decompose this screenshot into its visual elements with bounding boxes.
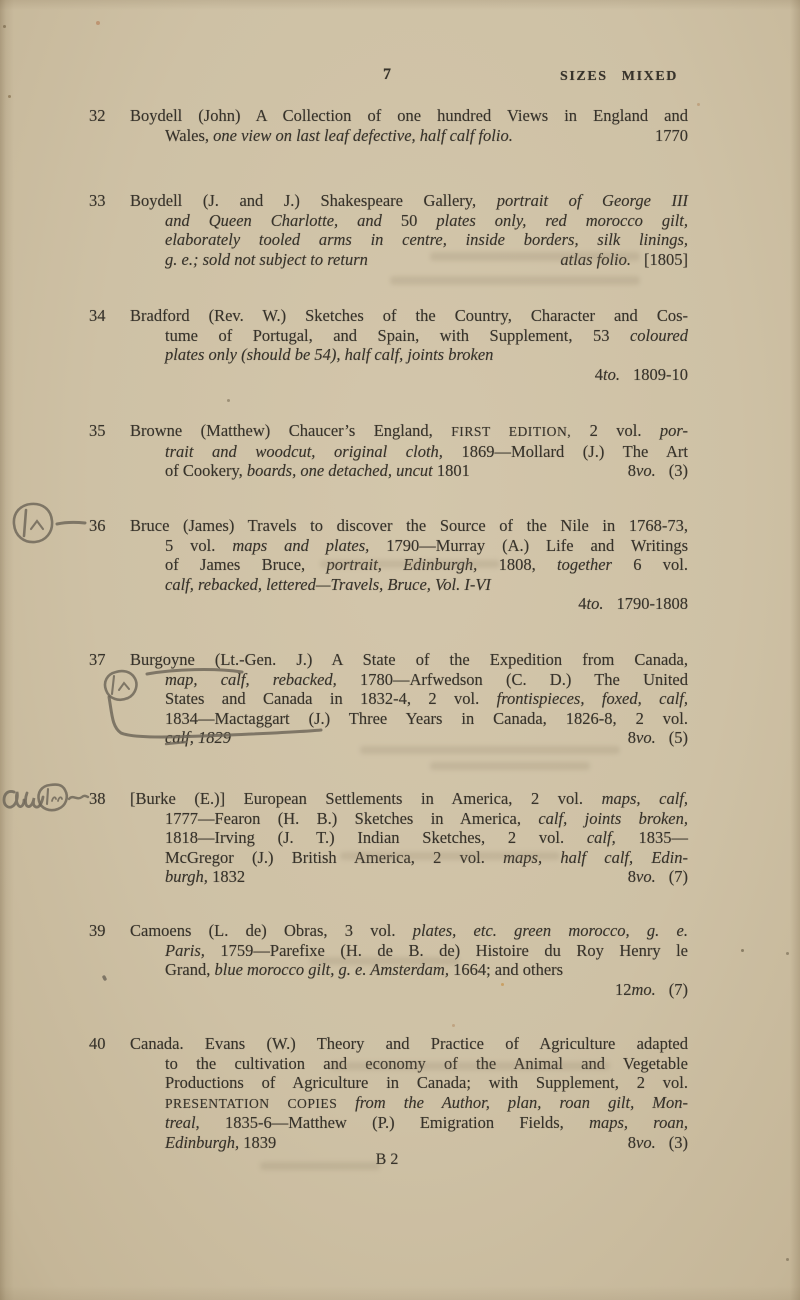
entry-line (130, 594, 688, 614)
text-segment: Bruce (James) Travels to discover the Source of the Nile in 1768-73, (130, 516, 688, 535)
paper-speck (697, 103, 700, 106)
entry-line (130, 345, 688, 365)
paper-speck (3, 25, 6, 28)
signature-mark: B 2 (375, 1151, 399, 1168)
text-segment: 1809-10 (633, 364, 688, 384)
text-segment: from the Author, plan, roan gilt, Mon- (355, 1092, 689, 1112)
text-segment: 1759—Parefixe (H. de B. de) Histoire du Roy Henry le (220, 940, 688, 960)
line-left-part (165, 461, 470, 481)
show-through-smudge (340, 852, 560, 860)
text-segment: atlas folio. (560, 249, 631, 269)
text-segment: Paris, (165, 940, 221, 960)
text-segment: calf, (586, 828, 639, 847)
text-segment: 1664; and others (453, 960, 564, 979)
text-segment: to. (586, 594, 604, 613)
entry-line (130, 1113, 688, 1133)
entry-line (130, 728, 688, 748)
text-segment: portrait, Edinburgh, (326, 555, 499, 574)
text-segment: vo. (636, 1132, 656, 1152)
lot-36-pencil-mark (14, 504, 85, 542)
text-segment: 2 vol. (571, 421, 660, 440)
entry-line (130, 191, 688, 211)
text-segment: Productions of Agriculture in Canada; with Supplement, 2 vol. (165, 1073, 688, 1092)
text-segment: to. (603, 364, 620, 384)
line-right-part (628, 1133, 688, 1153)
text-segment: map, calf, rebacked, (165, 669, 360, 689)
show-through-smudge (260, 1162, 380, 1170)
lot-number: 37 (89, 650, 106, 669)
text-segment: Boydell (John) A Collection of one hundred Views in England and (130, 106, 688, 125)
paper-speck (741, 949, 744, 952)
text-segment: por- (659, 421, 688, 440)
text-segment: 8 (627, 867, 637, 886)
text-segment: trait and woodcut, original cloth, (165, 441, 462, 461)
text-segment: plates only (should be 54), half calf, joints broken (165, 345, 494, 364)
text-segment: maps and plates, (232, 535, 387, 555)
entry-line (130, 326, 688, 346)
text-segment: Edinburgh, (165, 1132, 244, 1152)
entry-text (130, 650, 688, 748)
entry-line (130, 536, 688, 556)
line-right-part (655, 126, 688, 146)
entry-line (130, 230, 688, 250)
lot-number: 38 (89, 789, 106, 808)
entry-line (130, 421, 688, 442)
entry-text (130, 1034, 688, 1152)
page-number: 7 (383, 66, 391, 83)
text-segment: Grand, (165, 960, 215, 979)
text-segment: (5) (668, 728, 688, 747)
text-segment: 1832 (212, 867, 246, 886)
text-segment: coloured (629, 325, 688, 345)
text-segment: 1777—Fearon (H. B.) Sketches in America, (165, 808, 539, 828)
lot-number: 40 (89, 1034, 106, 1053)
show-through-smudge (330, 1062, 610, 1070)
entry-line (130, 689, 688, 709)
text-segment: frontispieces, foxed, calf, (496, 689, 688, 708)
text-segment: 5 vol. (165, 535, 233, 555)
text-segment: 1780—Arfwedson (C. D.) The United (359, 669, 688, 689)
text-segment: elaborately tooled arms in centre, inside borders, silk linings, (165, 230, 688, 249)
line-right-part (628, 461, 688, 481)
entry-line (130, 809, 688, 829)
entry-line (130, 1093, 688, 1114)
text-segment: 8 (627, 1132, 637, 1152)
text-segment: 12 (614, 979, 632, 999)
paper-speck (786, 1258, 789, 1261)
paper-speck (8, 95, 11, 98)
text-segment: 4 (594, 364, 604, 384)
text-segment: vo. (636, 461, 656, 480)
text-segment: (7) (668, 979, 688, 999)
text-segment: (3) (668, 461, 688, 480)
text-segment: together (556, 555, 634, 574)
text-segment: mo. (631, 979, 656, 999)
show-through-smudge (310, 957, 460, 965)
text-segment: blue morocco gilt, g. e. Amsterdam, (214, 960, 454, 979)
text-segment: g. e.; sold not subject to return (165, 249, 368, 269)
entry-line (130, 1133, 688, 1153)
catalog-entry-37 (89, 650, 688, 748)
text-segment: 4 (578, 594, 587, 613)
text-segment: 6 vol. (633, 555, 689, 574)
entry-line (130, 461, 688, 481)
line-right-part (628, 867, 688, 887)
text-segment: plates, etc. green morocco, g. e. (412, 921, 688, 940)
line-left-part (165, 1133, 276, 1153)
text-segment: 1801 (436, 461, 470, 480)
lot-number: 33 (89, 191, 106, 210)
text-segment: 1808, (498, 555, 557, 574)
text-segment: boards, one detached, uncut (246, 461, 437, 480)
entry-text (130, 106, 688, 145)
text-segment: treal, (165, 1113, 225, 1132)
entry-line (130, 442, 688, 462)
text-segment: 1790—Murray (A.) Life and Writings (386, 535, 688, 555)
text-segment: tume of Portugal, and Spain, with Supplement, 53 (165, 325, 630, 345)
entry-line (130, 921, 688, 941)
text-segment: vo. (636, 867, 656, 886)
text-segment: 1818—Irving (J. T.) Indian Sketches, 2 vol. (165, 828, 587, 847)
text-segment: 1869—Mollard (J.) The Art (461, 441, 688, 461)
text-segment: calf, joints broken, (538, 808, 689, 828)
lot-38-pencil-mark (4, 785, 88, 811)
text-segment: and Queen Charlotte, and (165, 210, 401, 230)
text-segment: Wales, (165, 125, 214, 145)
entry-line (130, 789, 688, 809)
text-segment: 1835-6—Matthew (P.) Emigration Fields, (224, 1113, 590, 1132)
paper-speck (452, 1024, 455, 1027)
catalog-entry-38 (89, 789, 688, 887)
text-segment: PRESENTATION COPIES (165, 1095, 356, 1111)
text-segment: 1839 (243, 1132, 277, 1152)
text-segment: of Cookery, (165, 461, 247, 480)
text-segment: 1834—Mactaggart (J.) Three Years in Canada, 1826-8, 2 vol. (165, 708, 688, 728)
text-segment: calf, 1829 (165, 728, 231, 747)
paper-speck (786, 952, 789, 955)
text-segment: maps, calf, (601, 789, 688, 808)
entry-line (130, 106, 688, 126)
entry-text (130, 789, 688, 887)
catalog-entry-40 (89, 1034, 688, 1152)
lot-number: 35 (89, 421, 106, 440)
paper-speck (227, 399, 230, 402)
catalog-entry-32 (89, 106, 688, 145)
text-segment: portrait of George III (496, 191, 688, 210)
entry-line (130, 1034, 688, 1054)
line-left-part (165, 728, 231, 748)
show-through-smudge (360, 746, 620, 754)
paper-speck (501, 983, 504, 986)
text-segment: 1790-1808 (616, 594, 688, 613)
lot-number: 39 (89, 921, 106, 940)
text-segment: plates only, red morocco gilt, (436, 210, 689, 230)
catalog-entry-35 (89, 421, 688, 481)
text-segment: [1805] (644, 249, 688, 269)
text-segment: McGregor (J.) British America, 2 vol. (165, 847, 504, 867)
entry-line (130, 828, 688, 848)
lot-number: 32 (89, 106, 106, 125)
text-segment: calf, rebacked, lettered—Travels, Bruce, Vol. I-VI (165, 574, 491, 594)
entry-line (130, 211, 688, 231)
catalog-entry-34 (89, 306, 688, 384)
show-through-smudge (430, 252, 640, 261)
show-through-smudge (320, 560, 500, 568)
entry-line (130, 650, 688, 670)
show-through-smudge (390, 276, 640, 285)
entry-line (130, 516, 688, 536)
entry-line (130, 365, 688, 385)
text-segment: Camoens (L. de) Obras, 3 vol. (130, 921, 413, 940)
entry-line (130, 670, 688, 690)
text-segment: 8 (627, 728, 637, 747)
text-segment: burgh, (165, 867, 213, 886)
text-segment: 1770 (655, 125, 688, 145)
entry-line (130, 126, 688, 146)
text-segment: of James Bruce, (165, 555, 327, 574)
text-segment: Boydell (J. and J.) Shakespeare Gallery, (130, 191, 497, 210)
text-segment: Burgoyne (Lt.-Gen. J.) A State of the Expedition from Canada, (130, 650, 688, 669)
text-segment: (7) (668, 867, 688, 886)
text-segment: one view on last leaf defective, half calf folio. (213, 125, 513, 145)
running-head: SIZES MIXED (559, 69, 678, 84)
text-segment: (3) (668, 1132, 688, 1152)
line-left-part (165, 867, 245, 887)
entry-text (130, 306, 688, 384)
line-left-part (165, 250, 368, 270)
text-segment: 50 (400, 210, 437, 230)
entry-line (130, 709, 688, 729)
lot-number: 34 (89, 306, 106, 325)
lot-number: 36 (89, 516, 106, 535)
text-segment: 1835— (638, 828, 688, 847)
entry-line (130, 867, 688, 887)
text-segment: maps, half calf, Edin- (503, 847, 689, 867)
text-segment: 8 (627, 461, 637, 480)
line-right-part (628, 728, 688, 748)
text-segment: maps, roan, (589, 1113, 688, 1132)
entry-line (130, 306, 688, 326)
entry-line (130, 575, 688, 595)
entry-text (130, 421, 688, 481)
paper-speck (96, 21, 100, 25)
show-through-smudge (430, 762, 590, 770)
text-segment: Bradford (Rev. W.) Sketches of the Country, Character and Cos- (130, 306, 688, 325)
text-segment: Canada. Evans (W.) Theory and Practice of Agriculture adapted (130, 1034, 688, 1053)
text-segment: vo. (636, 728, 656, 747)
entry-line (130, 980, 688, 1000)
entry-line (130, 1073, 688, 1093)
line-left-part (165, 126, 513, 146)
text-segment: to the cultivation and economy of the Animal and Vegetable (165, 1053, 688, 1073)
text-segment: FIRST EDITION, (451, 424, 572, 439)
text-segment: [Burke (E.)] European Settlements in America, 2 vol. (130, 789, 602, 808)
text-segment: States and Canada in 1832-4, 2 vol. (165, 689, 497, 708)
text-segment: Browne (Matthew) Chaucer’s England, (130, 421, 452, 440)
